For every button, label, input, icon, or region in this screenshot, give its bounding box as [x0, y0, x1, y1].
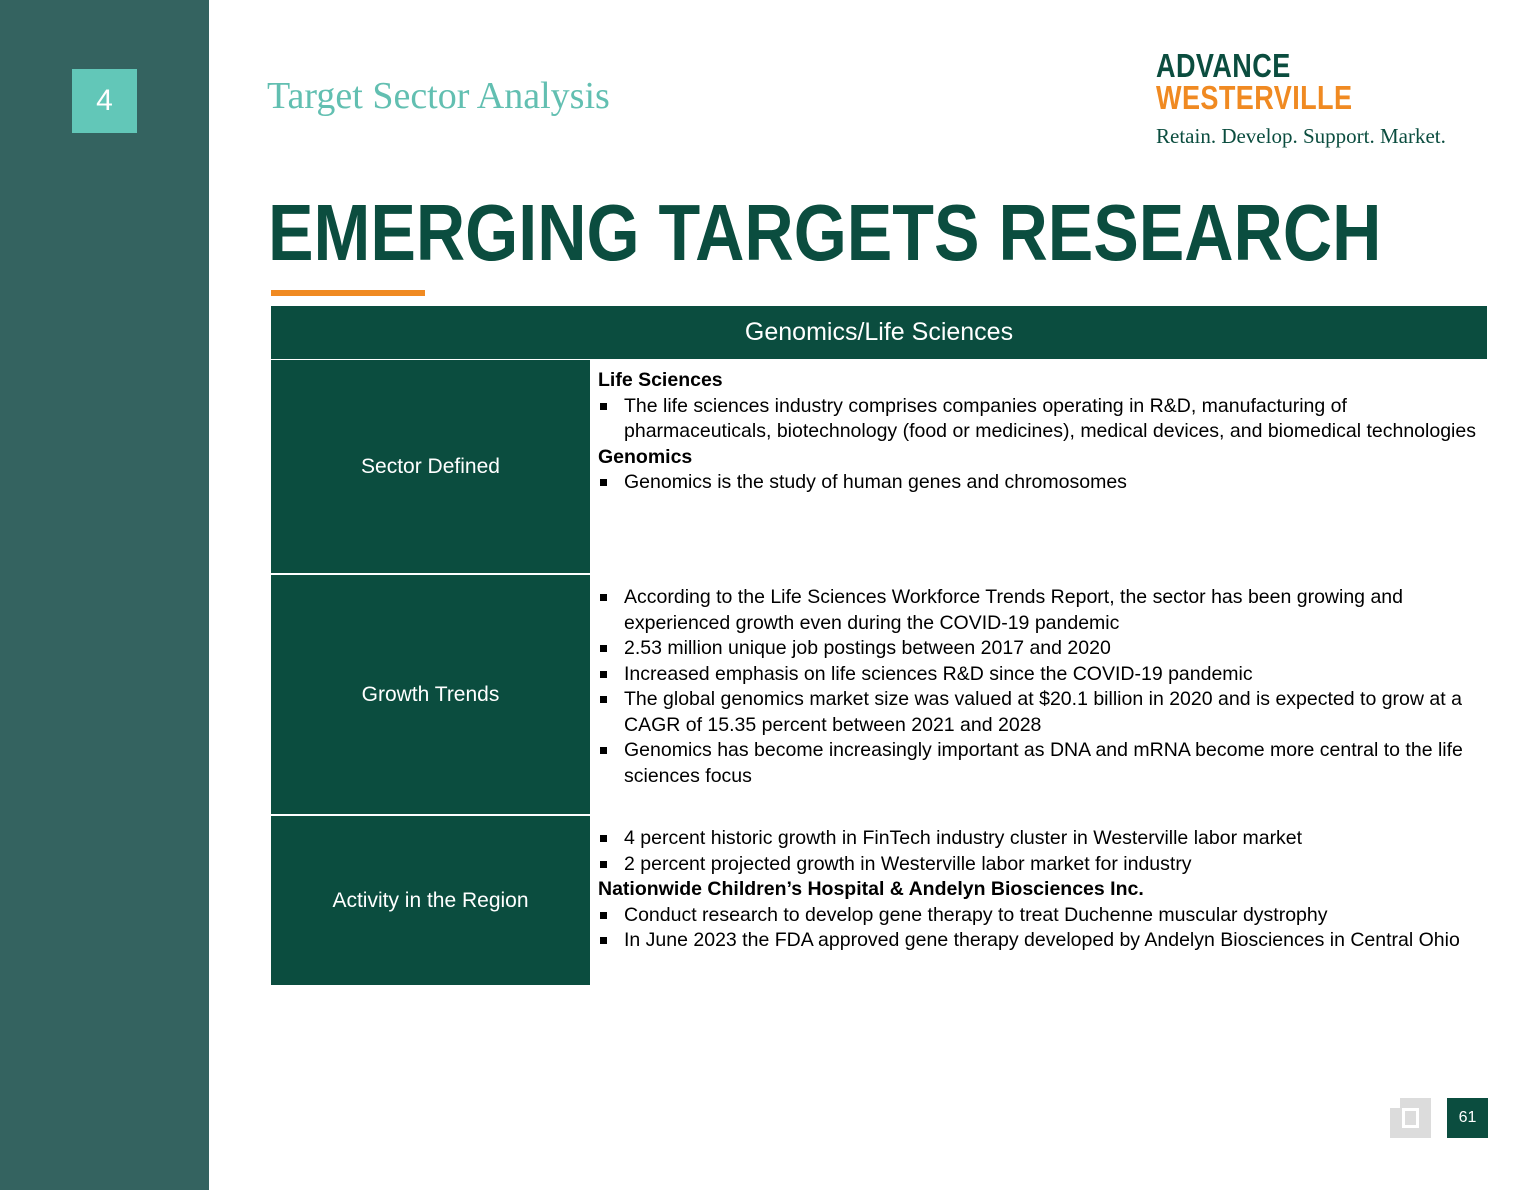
bullet-list [598, 903, 1487, 954]
bullet-list [598, 826, 1487, 877]
row-content-growth-trends [590, 575, 1487, 814]
logo-line-advance: ADVANCE [1156, 47, 1291, 84]
row-content-sector-defined [590, 360, 1487, 573]
section-number-badge: 4 [72, 69, 137, 133]
logo-tagline: Retain. Develop. Support. Market. [1156, 124, 1446, 148]
bullet-item: 4 percent historic growth in FinTech industry cluster in Westerville labor market [598, 826, 1487, 852]
bullet-item: Increased emphasis on life sciences R&D since the COVID-19 pandemic [598, 662, 1487, 688]
table-row [271, 360, 1487, 573]
row-label-activity-region: Activity in the Region [271, 816, 590, 985]
table-row [271, 814, 1487, 985]
bullet-item: The life sciences industry comprises companies operating in R&D, manufacturing of pharmaceuticals, biotechnology (food or medicines), medical devices, and biomedical technologies [598, 394, 1487, 445]
sector-table [271, 306, 1487, 985]
row-label-growth-trends: Growth Trends [271, 575, 590, 814]
advance-westerville-logo [1156, 47, 1396, 116]
section-title: Target Sector Analysis [267, 75, 610, 117]
logo-line-westerville: WESTERVILLE [1156, 79, 1353, 116]
bullet-item: 2 percent projected growth in Westerville labor market for industry [598, 852, 1487, 878]
title-underline [271, 290, 425, 296]
brand-mark-notch [1390, 1098, 1400, 1108]
bullet-list [598, 470, 1487, 496]
page-title: EMERGING TARGETS RESEARCH [268, 188, 1382, 277]
row-content-activity-region [590, 816, 1487, 985]
bullet-item: 2.53 million unique job postings between 2017 and 2020 [598, 636, 1487, 662]
bullet-item: Genomics is the study of human genes and chromosomes [598, 470, 1487, 496]
brand-mark-square [1402, 1108, 1419, 1128]
bullet-item: The global genomics market size was valued at $20.1 billion in 2020 and is expected to grow at a CAGR of 15.35 percent between 2021 and 2028 [598, 687, 1487, 738]
bullet-item: In June 2023 the FDA approved gene therapy developed by Andelyn Biosciences in Central Ohio [598, 928, 1487, 954]
bullet-item: According to the Life Sciences Workforce Trends Report, the sector has been growing and experienced growth even during the COVID-19 pandemic [598, 585, 1487, 636]
bullet-item: Conduct research to develop gene therapy to treat Duchenne muscular dystrophy [598, 903, 1487, 929]
bullet-item: Genomics has become increasingly important as DNA and mRNA become more central to the life sciences focus [598, 738, 1487, 789]
table-row [271, 573, 1487, 814]
page-number: 61 [1447, 1098, 1488, 1138]
sub-heading: Life Sciences [598, 369, 723, 391]
sub-heading: Nationwide Children’s Hospital & Andelyn Biosciences Inc. [598, 878, 1144, 900]
row-label-sector-defined: Sector Defined [271, 360, 590, 573]
brand-mark-icon [1390, 1098, 1431, 1138]
bullet-list [598, 394, 1487, 445]
table-header: Genomics/Life Sciences [271, 306, 1487, 360]
bullet-list [598, 585, 1487, 789]
sidebar [0, 0, 209, 1190]
sub-heading: Genomics [598, 445, 693, 468]
